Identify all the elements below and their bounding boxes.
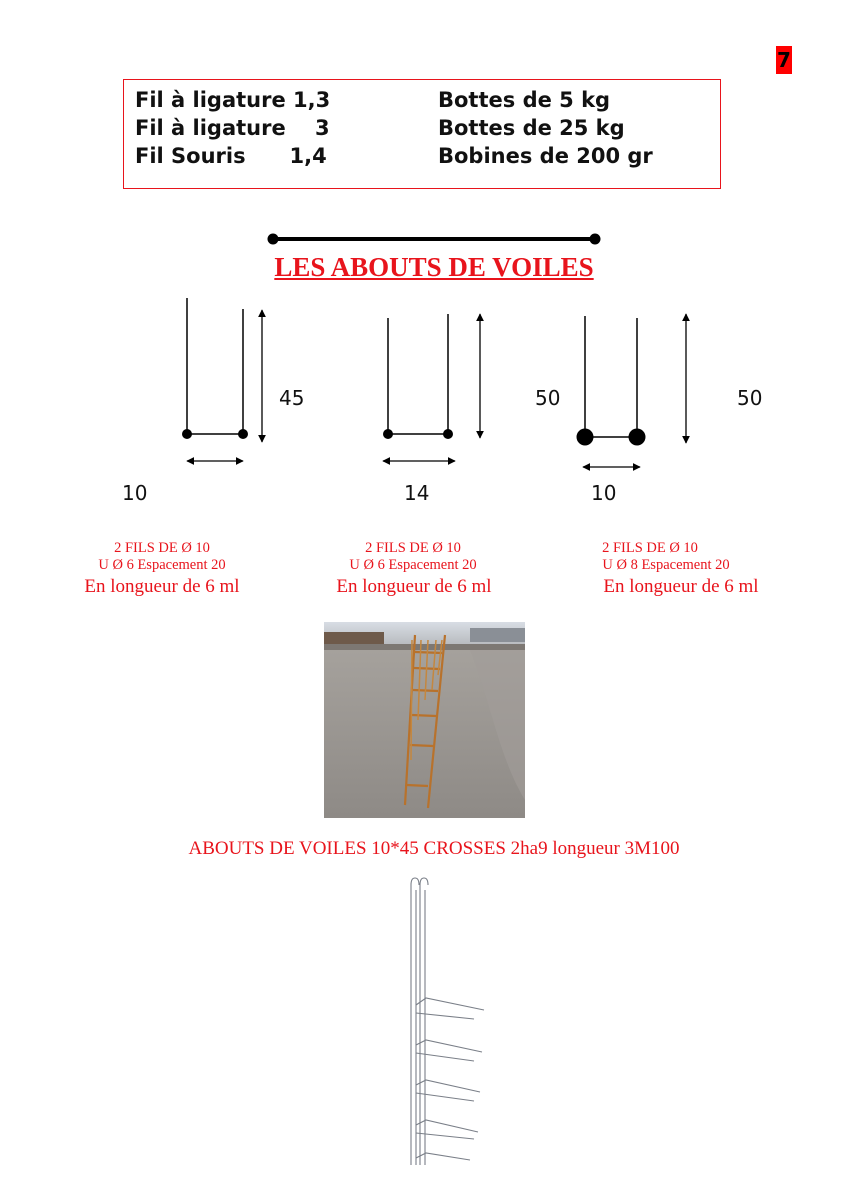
page-number: 7 [777,48,791,72]
diagram-2-spec-3: En longueur de 6 ml [336,576,492,597]
diagram-2-height: 50 [535,386,561,410]
wire-pack-1: Bottes de 5 kg [438,88,611,112]
diagram-3-width: 10 [591,481,617,505]
diagram-2-spec-1: 2 FILS DE Ø 10 [365,540,461,556]
diagram-3-height: 50 [737,386,763,410]
diagram-1-width: 10 [122,481,148,505]
photo-rebar [324,622,525,818]
diagram-2-spec-2: U Ø 6 Espacement 20 [349,557,477,573]
diagram-2 [383,314,480,461]
wire-name-3: Fil Souris 1,4 [135,144,327,168]
wire-pack-3: Bobines de 200 gr [438,144,653,168]
diagram-1-spec-3: En longueur de 6 ml [84,576,240,597]
diagram-3-spec-2: U Ø 8 Espacement 20 [602,557,730,573]
diagram-1-spec-1: 2 FILS DE Ø 10 [114,540,210,556]
wire-name-2: Fil à ligature 3 [135,116,330,140]
wire-pack-2: Bottes de 25 kg [438,116,625,140]
wire-name-1: Fil à ligature 1,3 [135,88,331,112]
wire-ladder-drawing [411,878,484,1165]
diagram-2-width: 14 [404,481,430,505]
photo-caption: ABOUTS DE VOILES 10*45 CROSSES 2ha9 longueur 3M100 [188,838,680,859]
diagram-1-spec-2: U Ø 6 Espacement 20 [98,557,226,573]
diagram-1-height: 45 [279,386,305,410]
separator-line [268,234,601,245]
diagram-3 [577,314,687,467]
diagram-3-spec-1: 2 FILS DE Ø 10 [602,540,698,556]
diagram-1 [182,298,262,461]
diagram-3-spec-3: En longueur de 6 ml [603,576,759,597]
section-title: LES ABOUTS DE VOILES [274,252,594,282]
